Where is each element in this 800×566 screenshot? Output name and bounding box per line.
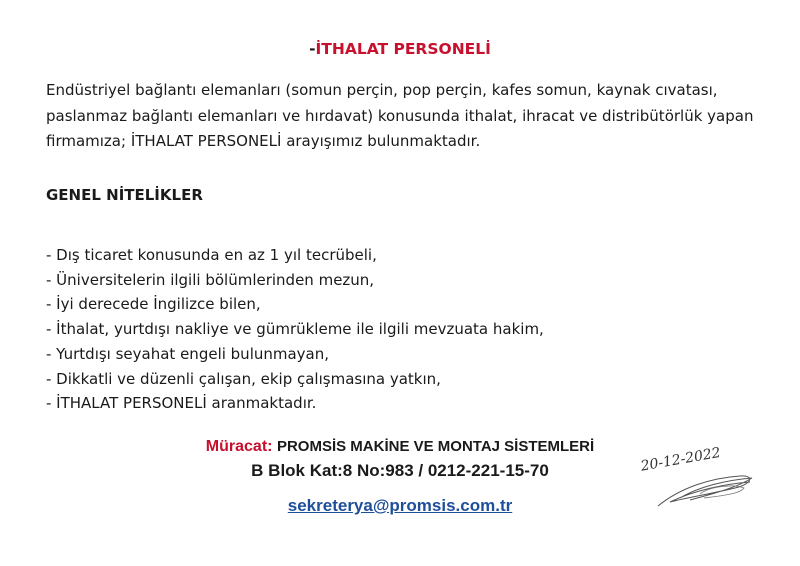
list-item: - İTHALAT PERSONELİ aranmaktadır.: [46, 394, 317, 413]
company-address: B Blok Kat:8 No:983 / 0212-221-15-70: [251, 461, 549, 480]
list-item: - Yurtdışı seyahat engeli bulunmayan,: [46, 344, 330, 363]
list-item: - İyi derecede İngilizce bilen,: [46, 295, 261, 314]
signature-date: 20-12-2022: [640, 444, 722, 475]
application-label: Müracat:: [205, 438, 273, 455]
page-title: [0, 40, 800, 58]
signature-image: [640, 428, 770, 518]
list-item: - İthalat, yurtdışı nakliye ve gümrükleme ile ilgili mevzuata hakim,: [46, 320, 544, 339]
title-text: İTHALAT PERSONELİ: [315, 40, 491, 58]
list-item: - Dış ticaret konusunda en az 1 yıl tecrübeli,: [46, 246, 377, 264]
qualifications-list: [46, 243, 746, 416]
intro-paragraph: Endüstriyel bağlantı elemanları (somun perçin, pop perçin, kafes somun, kaynak cıvatası, paslanmaz bağlantı elemanları ve hırdavat) konusunda ithalat, ihracat ve distribütörlük yapan firmamıza; İTHALAT PERSONELİ arayışımız bulunmaktadır.: [46, 81, 754, 150]
qualifications-heading: GENEL NİTELİKLER: [46, 186, 203, 204]
company-name: PROMSİS MAKİNE VE MONTAJ SİSTEMLERİ: [276, 438, 595, 455]
contact-email-link[interactable]: sekreterya@promsis.com.tr: [287, 496, 513, 515]
list-item: - Üniversitelerin ilgili bölümlerinden mezun,: [46, 270, 375, 289]
title-dash: -: [309, 40, 316, 58]
list-item: - Dikkatli ve düzenli çalışan, ekip çalışmasına yatkın,: [46, 369, 441, 388]
handwritten-date: [640, 445, 722, 475]
